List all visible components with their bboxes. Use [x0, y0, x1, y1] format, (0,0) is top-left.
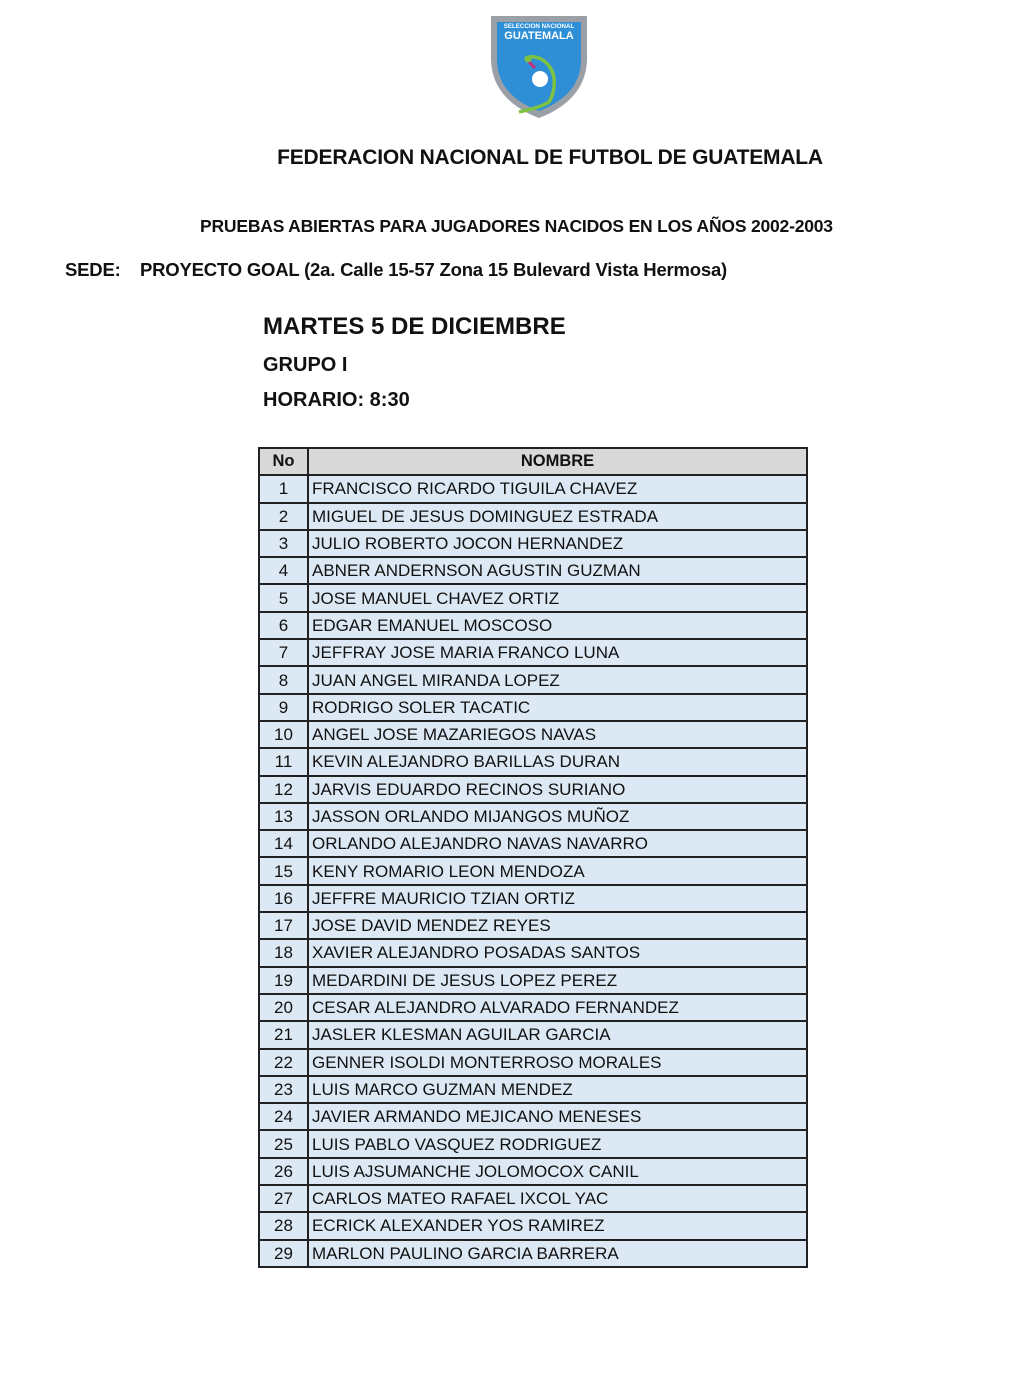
row-number: 16 — [259, 885, 308, 912]
row-number: 7 — [259, 639, 308, 666]
ball-icon — [532, 71, 548, 87]
row-number: 25 — [259, 1130, 308, 1157]
row-number: 12 — [259, 776, 308, 803]
table-row — [259, 748, 807, 775]
player-name: ECRICK ALEXANDER YOS RAMIREZ — [308, 1212, 807, 1239]
table-row — [259, 612, 807, 639]
session-group: GRUPO I — [263, 354, 348, 376]
table-row — [259, 1130, 807, 1157]
row-number: 29 — [259, 1240, 308, 1267]
player-name: ORLANDO ALEJANDRO NAVAS NAVARRO — [308, 830, 807, 857]
table-row — [259, 1212, 807, 1239]
player-name: ANGEL JOSE MAZARIEGOS NAVAS — [308, 721, 807, 748]
table-row — [259, 721, 807, 748]
table-row — [259, 1076, 807, 1103]
player-name: KENY ROMARIO LEON MENDOZA — [308, 857, 807, 884]
federation-logo — [489, 14, 589, 120]
venue-label: SEDE: — [65, 259, 121, 280]
table-row — [259, 994, 807, 1021]
player-name: XAVIER ALEJANDRO POSADAS SANTOS — [308, 939, 807, 966]
row-number: 27 — [259, 1185, 308, 1212]
session-schedule: HORARIO: 8:30 — [263, 389, 410, 411]
player-name: FRANCISCO RICARDO TIGUILA CHAVEZ — [308, 475, 807, 502]
row-number: 21 — [259, 1021, 308, 1048]
player-name: JARVIS EDUARDO RECINOS SURIANO — [308, 776, 807, 803]
table-row — [259, 939, 807, 966]
player-name: CESAR ALEJANDRO ALVARADO FERNANDEZ — [308, 994, 807, 1021]
row-number: 28 — [259, 1212, 308, 1239]
player-name: RODRIGO SOLER TACATIC — [308, 694, 807, 721]
row-number: 2 — [259, 503, 308, 530]
table-row — [259, 530, 807, 557]
player-roster-table — [258, 447, 808, 1268]
row-number: 4 — [259, 557, 308, 584]
player-name: JEFFRE MAURICIO TZIAN ORTIZ — [308, 885, 807, 912]
federation-title: FEDERACION NACIONAL DE FUTBOL DE GUATEMALA — [277, 146, 823, 169]
table-row — [259, 1049, 807, 1076]
player-name: KEVIN ALEJANDRO BARILLAS DURAN — [308, 748, 807, 775]
row-number: 19 — [259, 967, 308, 994]
table-row — [259, 912, 807, 939]
row-number: 6 — [259, 612, 308, 639]
player-name: JOSE DAVID MENDEZ REYES — [308, 912, 807, 939]
session-day: MARTES 5 DE DICIEMBRE — [263, 313, 566, 340]
table-row — [259, 1103, 807, 1130]
table-row — [259, 584, 807, 611]
table-row — [259, 776, 807, 803]
player-name: JULIO ROBERTO JOCON HERNANDEZ — [308, 530, 807, 557]
row-number: 18 — [259, 939, 308, 966]
logo-main-text: GUATEMALA — [504, 30, 574, 42]
row-number: 20 — [259, 994, 308, 1021]
logo-top-text: SELECCION NACIONAL — [503, 23, 575, 30]
player-name: CARLOS MATEO RAFAEL IXCOL YAC — [308, 1185, 807, 1212]
table-row — [259, 885, 807, 912]
player-name: JOSE MANUEL CHAVEZ ORTIZ — [308, 584, 807, 611]
table-row — [259, 1240, 807, 1267]
row-number: 22 — [259, 1049, 308, 1076]
row-number: 9 — [259, 694, 308, 721]
column-header-nombre: NOMBRE — [308, 448, 807, 475]
table-row — [259, 1185, 807, 1212]
player-name: JUAN ANGEL MIRANDA LOPEZ — [308, 666, 807, 693]
table-header-row — [259, 448, 807, 475]
table-row — [259, 557, 807, 584]
player-name: JASSON ORLANDO MIJANGOS MUÑOZ — [308, 803, 807, 830]
table-row — [259, 475, 807, 502]
venue-value: PROYECTO GOAL (2a. Calle 15-57 Zona 15 Bulevard Vista Hermosa) — [140, 259, 728, 280]
player-name: JEFFRAY JOSE MARIA FRANCO LUNA — [308, 639, 807, 666]
player-name: LUIS MARCO GUZMAN MENDEZ — [308, 1076, 807, 1103]
table-row — [259, 803, 807, 830]
player-name: ABNER ANDERNSON AGUSTIN GUZMAN — [308, 557, 807, 584]
table-row — [259, 830, 807, 857]
player-name: MARLON PAULINO GARCIA BARRERA — [308, 1240, 807, 1267]
row-number: 13 — [259, 803, 308, 830]
row-number: 10 — [259, 721, 308, 748]
player-name: MEDARDINI DE JESUS LOPEZ PEREZ — [308, 967, 807, 994]
row-number: 17 — [259, 912, 308, 939]
row-number: 24 — [259, 1103, 308, 1130]
player-name: JAVIER ARMANDO MEJICANO MENESES — [308, 1103, 807, 1130]
player-name: MIGUEL DE JESUS DOMINGUEZ ESTRADA — [308, 503, 807, 530]
row-number: 26 — [259, 1158, 308, 1185]
table-row — [259, 1158, 807, 1185]
column-header-no: No — [259, 448, 308, 475]
table-body — [259, 475, 807, 1267]
venue-line — [65, 259, 727, 281]
player-name: GENNER ISOLDI MONTERROSO MORALES — [308, 1049, 807, 1076]
table-row — [259, 666, 807, 693]
row-number: 23 — [259, 1076, 308, 1103]
player-name: LUIS PABLO VASQUEZ RODRIGUEZ — [308, 1130, 807, 1157]
row-number: 15 — [259, 857, 308, 884]
row-number: 8 — [259, 666, 308, 693]
row-number: 1 — [259, 475, 308, 502]
row-number: 14 — [259, 830, 308, 857]
table-row — [259, 503, 807, 530]
row-number: 3 — [259, 530, 308, 557]
tryouts-subtitle: PRUEBAS ABIERTAS PARA JUGADORES NACIDOS EN LOS AÑOS 2002-2003 — [200, 216, 833, 236]
row-number: 11 — [259, 748, 308, 775]
table-row — [259, 967, 807, 994]
row-number: 5 — [259, 584, 308, 611]
player-name: LUIS AJSUMANCHE JOLOMOCOX CANIL — [308, 1158, 807, 1185]
table-row — [259, 857, 807, 884]
table-row — [259, 639, 807, 666]
table-row — [259, 694, 807, 721]
player-name: EDGAR EMANUEL MOSCOSO — [308, 612, 807, 639]
player-name: JASLER KLESMAN AGUILAR GARCIA — [308, 1021, 807, 1048]
table-row — [259, 1021, 807, 1048]
